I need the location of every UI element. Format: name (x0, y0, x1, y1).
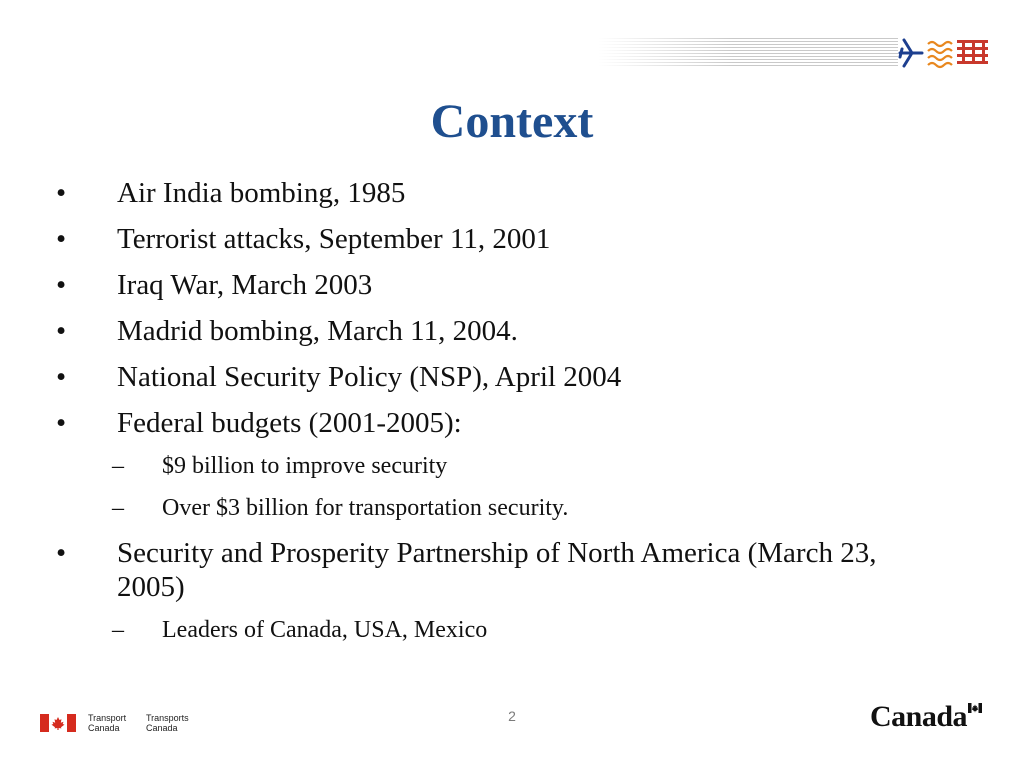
bullet-marker: • (56, 177, 67, 209)
sub-bullet-item (0, 494, 1024, 522)
canadian-flag-icon (40, 714, 76, 732)
department-name-french: Transports Canada (146, 713, 189, 733)
bullet-marker: • (56, 407, 67, 439)
bullet-text: Madrid bombing, March 11, 2004. (117, 315, 518, 347)
canada-wordmark: Canada (870, 700, 968, 733)
page-number: 2 (508, 708, 516, 724)
bullet-marker: • (56, 361, 67, 393)
sub-bullet-item (0, 616, 1024, 644)
bullet-marker: • (56, 315, 67, 347)
department-name-english: Transport Canada (88, 713, 127, 733)
bullet-text: Federal budgets (2001-2005): (117, 407, 462, 439)
bullet-text: Terrorist attacks, September 11, 2001 (117, 223, 551, 255)
transport-modes-icon (898, 36, 990, 70)
department-signature (40, 711, 204, 735)
bullet-item (0, 536, 1024, 604)
bullet-item (0, 314, 1024, 348)
bullet-marker: • (56, 223, 67, 255)
wordmark-flag-icon (968, 703, 982, 713)
bullet-list (0, 176, 1024, 658)
bullet-marker: • (56, 269, 67, 301)
sub-bullet-marker: – (112, 617, 124, 643)
sub-bullet-text: Over $3 billion for transportation security. (162, 495, 569, 521)
bullet-text: Security and Prosperity Partnership of North America (March 23, 2005) (117, 537, 877, 603)
bullet-item (0, 176, 1024, 210)
bullet-item (0, 360, 1024, 394)
sub-bullet-text: Leaders of Canada, USA, Mexico (162, 617, 488, 643)
bullet-item (0, 406, 1024, 440)
sub-bullet-item (0, 452, 1024, 480)
sub-bullet-marker: – (112, 453, 124, 479)
decorative-stripe-band (598, 38, 898, 68)
bullet-item (0, 222, 1024, 256)
bullet-text: National Security Policy (NSP), April 2004 (117, 361, 622, 393)
slide-title: Context (430, 95, 594, 148)
sub-bullet-text: $9 billion to improve security (162, 453, 448, 479)
bullet-marker: • (56, 537, 67, 569)
bullet-text: Air India bombing, 1985 (117, 177, 406, 209)
sub-bullet-marker: – (112, 495, 124, 521)
bullet-text: Iraq War, March 2003 (117, 269, 373, 301)
bullet-item (0, 268, 1024, 302)
